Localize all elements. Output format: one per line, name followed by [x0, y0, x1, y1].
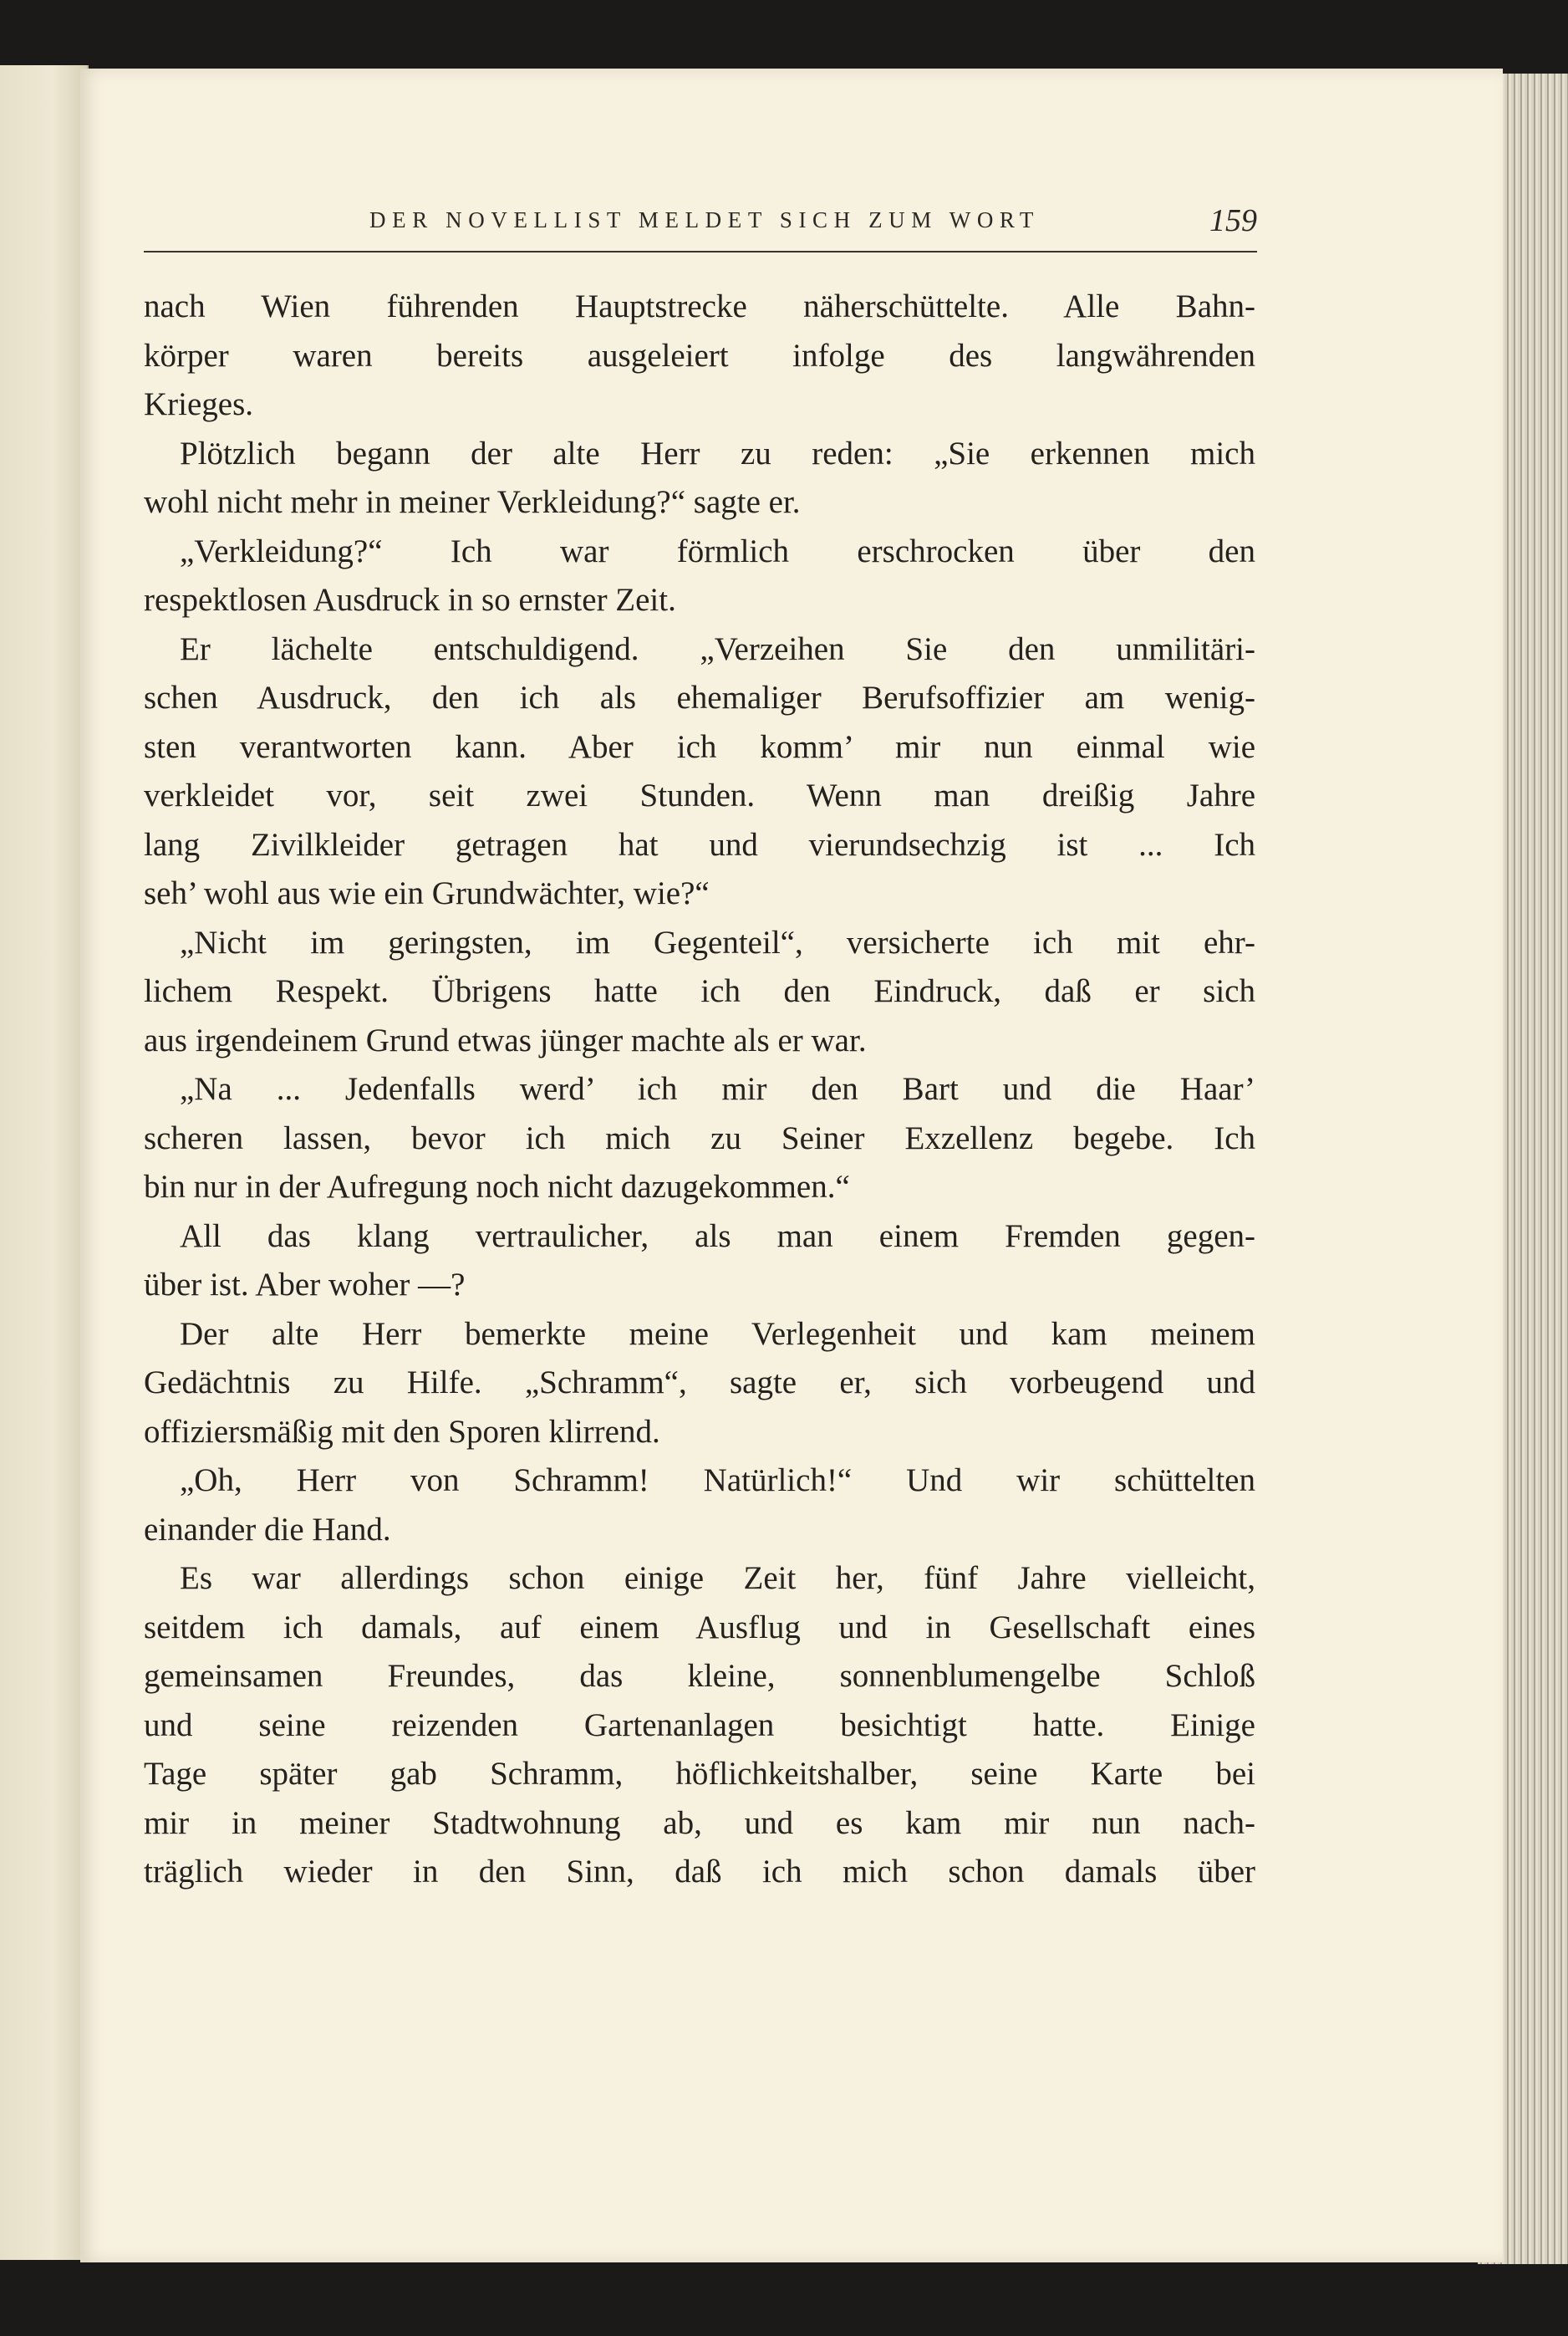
text-line: schen Ausdruck, den ich als ehemaliger Berufsoffizier am wenig-: [144, 680, 1255, 716]
text-line: lichem Respekt. Übrigens hatte ich den Eindruck, daß er sich: [144, 973, 1255, 1009]
text-line: lang Zivilkleider getragen hat und vierundsechzig ist ... Ich: [144, 826, 1255, 863]
text-line: „Nicht im geringsten, im Gegenteil“, versicherte ich mit ehr-: [180, 924, 1255, 961]
text-line: All das klang vertraulicher, als man einem Fremden gegen-: [180, 1217, 1255, 1254]
text-line: respektlosen Ausdruck in so ernster Zeit.: [144, 582, 676, 618]
text-line: wohl nicht mehr in meiner Verkleidung?“ sagte er.: [144, 484, 801, 520]
text-line: Plötzlich begann der alte Herr zu reden: „Sie erkennen mich: [180, 435, 1255, 472]
text-line: Krieges.: [144, 386, 254, 422]
text-line: träglich wieder in den Sinn, daß ich mich schon damals über: [144, 1854, 1255, 1890]
text-line: bin nur in der Aufregung noch nicht dazugekommen.“: [144, 1169, 850, 1205]
text-line: „Oh, Herr von Schramm! Natürlich!“ Und wir schüttelten: [180, 1462, 1255, 1498]
text-line: seitdem ich damals, auf einem Ausflug und in Gesellschaft eines: [144, 1609, 1255, 1645]
text-line: verkleidet vor, seit zwei Stunden. Wenn man dreißig Jahre: [144, 778, 1255, 814]
text-line: sten verantworten kann. Aber ich komm’ mir nun einmal wie: [144, 728, 1255, 765]
text-line: Der alte Herr bemerkte meine Verlegenheit und kam meinem: [180, 1315, 1255, 1352]
text-line: „Na ... Jedenfalls werd’ ich mir den Bart und die Haar’: [180, 1071, 1255, 1107]
text-line: „Verkleidung?“ Ich war förmlich erschrocken über den: [180, 533, 1255, 569]
running-head: [144, 203, 1257, 241]
text-line: Es war allerdings schon einige Zeit her, fünf Jahre vielleicht,: [180, 1560, 1255, 1596]
text-line: gemeinsamen Freundes, das kleine, sonnenblumengelbe Schloß: [144, 1658, 1255, 1694]
text-line: einander die Hand.: [144, 1511, 391, 1548]
text-line: Er lächelte entschuldigend. „Verzeihen Sie den unmilitäri-: [180, 630, 1255, 667]
text-line: aus irgendeinem Grund etwas jünger machte als er war.: [144, 1022, 867, 1058]
text-line: und seine reizenden Gartenanlagen besichtigt hatte. Einige: [144, 1706, 1255, 1743]
header-rule: [144, 251, 1257, 252]
text-line: offiziersmäßig mit den Sporen klirrend.: [144, 1413, 660, 1450]
running-head-title: DER NOVELLIST MELDET SICH ZUM WORT: [369, 207, 1041, 232]
text-line: mir in meiner Stadtwohnung ab, und es kam mir nun nach-: [144, 1804, 1255, 1841]
text-line: nach Wien führenden Hauptstrecke näherschüttelte. Alle Bahn-: [144, 288, 1255, 324]
text-line: Gedächtnis zu Hilfe. „Schramm“, sagte er, sich vorbeugend und: [144, 1364, 1255, 1400]
text-line: seh’ wohl aus wie ein Grundwächter, wie?“: [144, 875, 710, 911]
body-text: [144, 283, 1255, 1897]
text-line: über ist. Aber woher —?: [144, 1267, 466, 1303]
facing-page-edge: [0, 65, 89, 2260]
text-line: körper waren bereits ausgeleiert infolge des langwährenden: [144, 337, 1255, 374]
text-line: Tage später gab Schramm, höflichkeitshalber, seine Karte bei: [144, 1756, 1255, 1792]
text-line: scheren lassen, bevor ich mich zu Seiner Exzellenz begebe. Ich: [144, 1120, 1255, 1156]
page-number: 159: [1209, 203, 1257, 238]
